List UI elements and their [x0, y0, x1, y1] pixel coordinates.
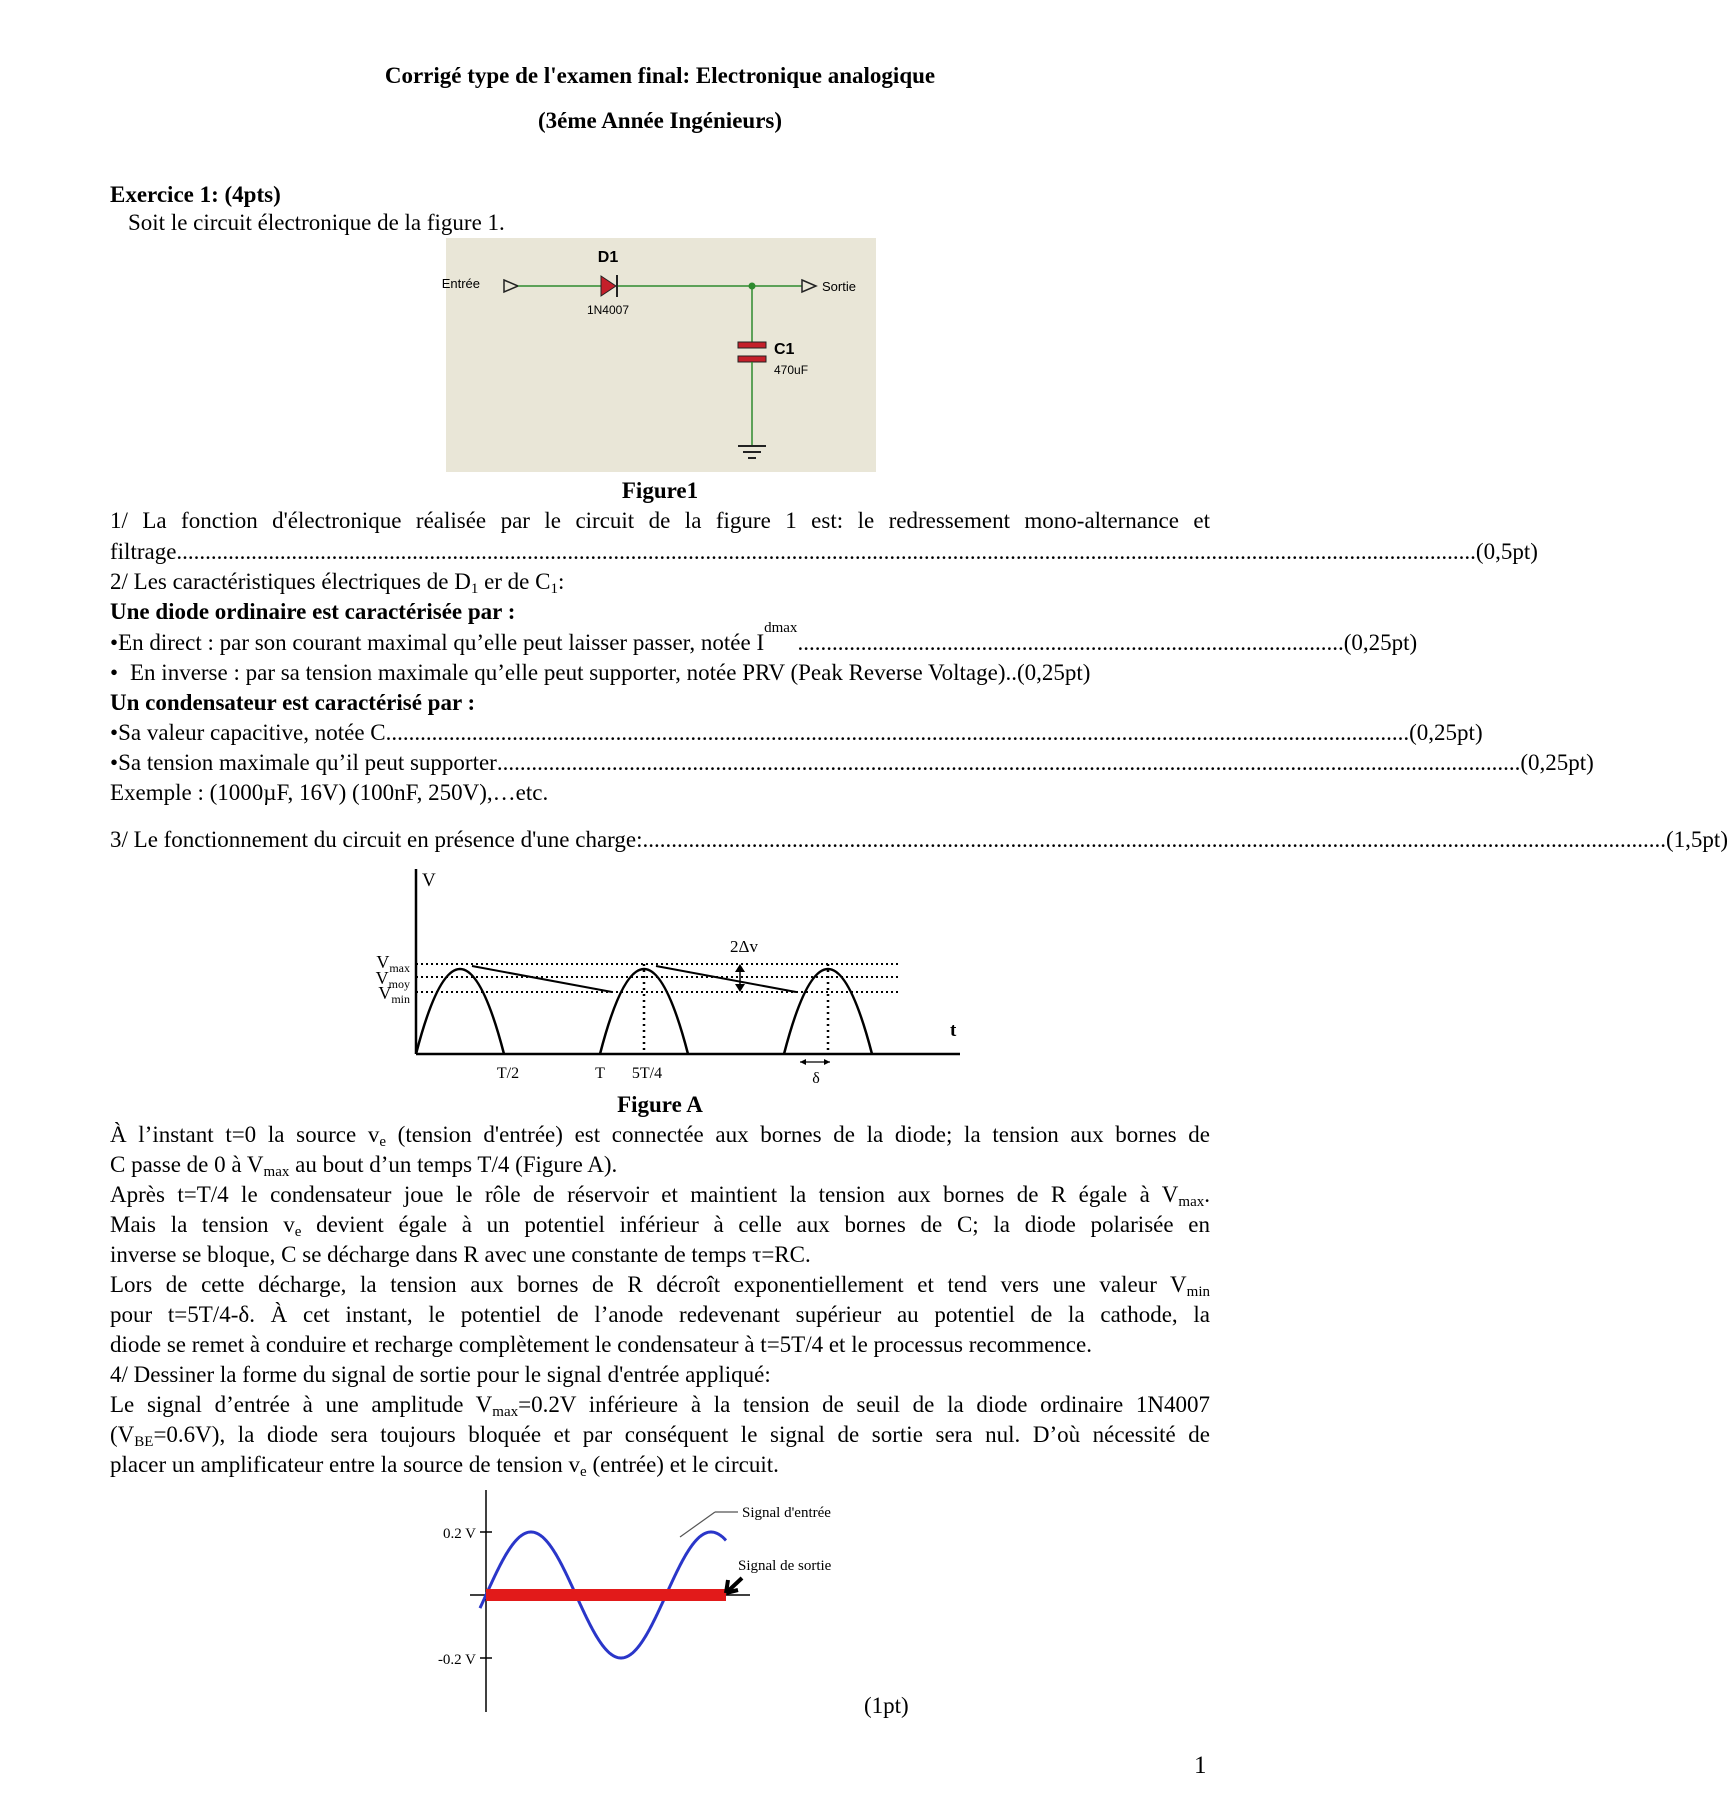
q2-intro-b: er de C [478, 569, 551, 594]
figure4-signals [410, 1490, 890, 1720]
figA-ripple-arrow-down [735, 984, 745, 992]
bullet-cap-voltage [110, 748, 1594, 778]
capacitor-example: Exemple : (1000µF, 16V) (100nF, 250V),…etc. [110, 780, 549, 805]
figure1-caption: Figure1 [621, 478, 699, 503]
figA-arch-3 [784, 969, 872, 1054]
q2-intro-sub2: 1 [550, 581, 558, 597]
bullet-diode-inverse [110, 658, 1210, 688]
fig4-label-plus: 0.2 V [442, 1526, 476, 1542]
bullet-cap-voltage-points: (0,25pt) [1520, 750, 1594, 775]
para4-line2: $(V_{BE}=0.6V)$, la diode sera toujours bloquée et par conséquent le signal de sortie sera nul. D’où nécessité de [110, 1422, 1210, 1450]
fig4-output-arrow-icon [726, 1578, 742, 1593]
capacitor-heading: Un condensateur est caractérisé par : [110, 690, 476, 715]
capacitor-value: 470uF [774, 363, 809, 377]
para3-line3: diode se remet à conduire et recharge complètement le condensateur à t=5T/4 et le processus recommence. [110, 1332, 1092, 1357]
leader-dots: .................................................................................................................................................................................. [385, 720, 1410, 745]
q1-line2-text: filtrage [110, 539, 177, 564]
figA-v-label: V [422, 870, 436, 891]
figA-tick-T: T [595, 1065, 605, 1082]
figA-discharge-1 [472, 966, 612, 992]
figA-delta-v: 2Δv [730, 937, 758, 956]
figureA-chart [360, 864, 980, 1089]
bullet-diode-direct [110, 620, 1418, 658]
q1-leader-dots: .................................................................................................................................................................................................................................. [176, 539, 1476, 564]
q2-intro [110, 567, 1210, 597]
diode-ref: 1N4007 [586, 303, 630, 317]
bullet-diode-inverse-text: En inverse : par sa tension maximale qu’elle peut supporter, notée PRV (Peak Reverse Voltage)..(0,25pt) [130, 660, 1091, 685]
para4-line1: Le signal d’entrée à une amplitude $V_{max}=0.2V$ inférieure à la tension de seuil de la diode ordinaire 1N4007 [110, 1392, 1210, 1420]
figA-vmin-label: $V_{min}$ [378, 983, 410, 1006]
bullet-cap-value-text: Sa valeur capacitive, notée C [118, 720, 386, 745]
bullet-diode-direct-points: (0,25pt) [1343, 630, 1418, 655]
figA-tick-5T4: 5T/4 [631, 1065, 663, 1082]
diode-label: D1 [597, 249, 619, 266]
figA-ripple-arrow-up [735, 964, 745, 972]
q1-points: (0,5pt) [1475, 539, 1538, 564]
para1-line2: C passe de 0 à $V_{max}$ au bout d’un temps T/4 (Figure A). [110, 1152, 618, 1180]
q1-line1: 1/ La fonction d'électronique réalisée par le circuit de la figure 1 est: le redressement mono-alternance et [110, 508, 1210, 533]
q1-line2 [110, 537, 1538, 567]
q3-text: 3/ Le fonctionnement du circuit en présence d'une charge: [110, 827, 643, 852]
para2-line3: inverse se bloque, C se décharge dans R avec une constante de temps τ=RC. [110, 1242, 811, 1267]
figA-t-label: t [950, 1020, 957, 1041]
figA-arch-2 [600, 969, 688, 1054]
q3-points: (1,5pt) [1666, 827, 1728, 852]
q2-intro-a: 2/ Les caractéristiques électriques de D [110, 569, 471, 594]
figA-arch-1 [416, 969, 504, 1054]
bullet-icon: • [110, 720, 119, 745]
para3-line2: pour t=5T/4-δ. À cet instant, le potentiel de l’anode redevenant supérieur au potentiel de la cathode, la [110, 1302, 1210, 1327]
diode-heading: Une diode ordinaire est caractérisée par : [110, 599, 516, 624]
exercise-heading: Exercice 1: (4pts) [110, 182, 281, 207]
fig4-points: (1pt) [864, 1693, 909, 1718]
bullet-cap-value-points: (0,25pt) [1409, 720, 1483, 745]
fig4-output-label: Signal de sortie [738, 1558, 832, 1574]
fig4-label-minus: -0.2 V [437, 1652, 476, 1668]
q3-line [110, 825, 1728, 855]
page-number: 1 [1194, 1752, 1207, 1779]
figure1-background [446, 238, 876, 472]
figA-discharge-2 [656, 966, 796, 992]
q2-intro-c: : [557, 569, 565, 594]
q2-intro-sub1: 1 [470, 581, 479, 597]
figure1-circuit [441, 238, 876, 472]
bullet-icon: • [110, 750, 119, 775]
figureA-caption: Figure A [617, 1092, 703, 1117]
bullet-icon: • [110, 630, 119, 655]
capacitor-label: C1 [774, 341, 795, 358]
bullet-icon: • [110, 660, 119, 685]
figA-vmoy-label: $V_{moy}$ [375, 968, 410, 991]
para2-line1: Après t=T/4 le condensateur joue le rôle de réservoir et maintient la tension aux bornes de R égale à $V_{max}$. [110, 1182, 1210, 1210]
output-port-label: Sortie [822, 279, 856, 294]
para3-line1: Lors de cette décharge, la tension aux bornes de R décroît exponentiellement et tend vers une valeur $V_{min}$ [110, 1272, 1210, 1300]
doc-subtitle: (3éme Année Ingénieurs) [537, 108, 783, 133]
para1-line1: À l’instant t=0 la source $v_e$ (tension d'entrée) est connectée aux bornes de la diode; la tension aux bornes de [110, 1122, 1211, 1150]
figA-delta-arrow-left [800, 1059, 806, 1065]
leader-dots: .................................................................................................................................................................................. [496, 750, 1521, 775]
input-port-label: Entrée [441, 276, 480, 291]
fig4-input-label: Signal d'entrée [742, 1505, 831, 1521]
figA-vmax-label: $V_{max}$ [376, 952, 410, 975]
bullet-cap-value [110, 718, 1483, 748]
figA-delta: δ [812, 1070, 820, 1087]
bullet-diode-direct-sub: dmax [764, 620, 798, 636]
exercise-intro: Soit le circuit électronique de la figure 1. [128, 210, 505, 235]
leader-dots: ............................................................................................... [797, 630, 1344, 655]
bullet-diode-direct-text: En direct : par son courant maximal qu’elle peut laisser passer, notée I [118, 630, 765, 655]
leader-dots: .................................................................................................................................................................................. [642, 827, 1667, 852]
q4-line: 4/ Dessiner la forme du signal de sortie pour le signal d'entrée appliqué: [110, 1362, 771, 1387]
capacitor-plate-top [738, 342, 766, 348]
capacitor-plate-bottom [738, 356, 766, 362]
figA-delta-arrow-right [824, 1059, 830, 1065]
doc-title: Corrigé type de l'examen final: Electronique analogique [384, 63, 936, 88]
para4-line3: placer un amplificateur entre la source de tension $v_e$ (entrée) et le circuit. [110, 1452, 779, 1480]
figA-tick-T2: T/2 [496, 1065, 520, 1082]
para2-line2: Mais la tension $v_e$ devient égale à un potentiel inférieur à celle aux bornes de C; la diode polarisée en [110, 1212, 1210, 1240]
bullet-cap-voltage-text: Sa tension maximale qu’il peut supporter [118, 750, 497, 775]
